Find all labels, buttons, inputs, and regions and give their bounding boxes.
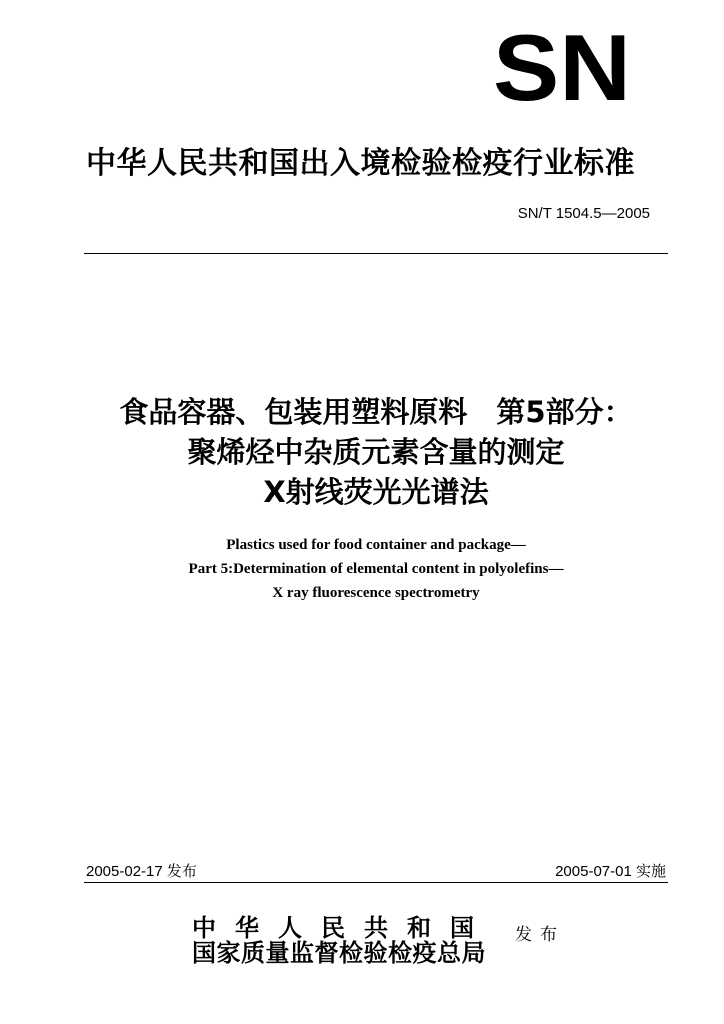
chinese-title-line-3: X射线荧光光谱法 [263, 475, 489, 509]
standard-number: SN/T 1504.5—2005 [517, 205, 650, 222]
chinese-title-line-2: 聚烯烃中杂质元素含量的测定 [187, 435, 565, 469]
english-title-line-1: Plastics used for food container and package— [226, 537, 526, 553]
industry-standard-title: 中华人民共和国出入境检验检疫行业标准 [86, 146, 635, 181]
publish-label: 发布 [515, 925, 565, 945]
english-title-line-3: X ray fluorescence spectrometry [272, 585, 480, 601]
issue-date: 2005-02-17 发布 [86, 863, 197, 880]
sn-logo [492, 30, 632, 104]
issuer-country: 中华人民共和国 [192, 913, 493, 942]
english-title-line-2: Part 5:Determination of elemental content in polyolefins— [188, 561, 564, 577]
footer-divider [84, 882, 668, 883]
header-divider [84, 253, 668, 254]
chinese-title-line-1: 食品容器、包装用塑料原料 第5部分： [119, 395, 633, 429]
issuer-agency: 国家质量监督检验检疫总局 [192, 938, 486, 967]
sn-logo-text: SN [493, 30, 631, 104]
implementation-date: 2005-07-01 实施 [555, 863, 666, 880]
